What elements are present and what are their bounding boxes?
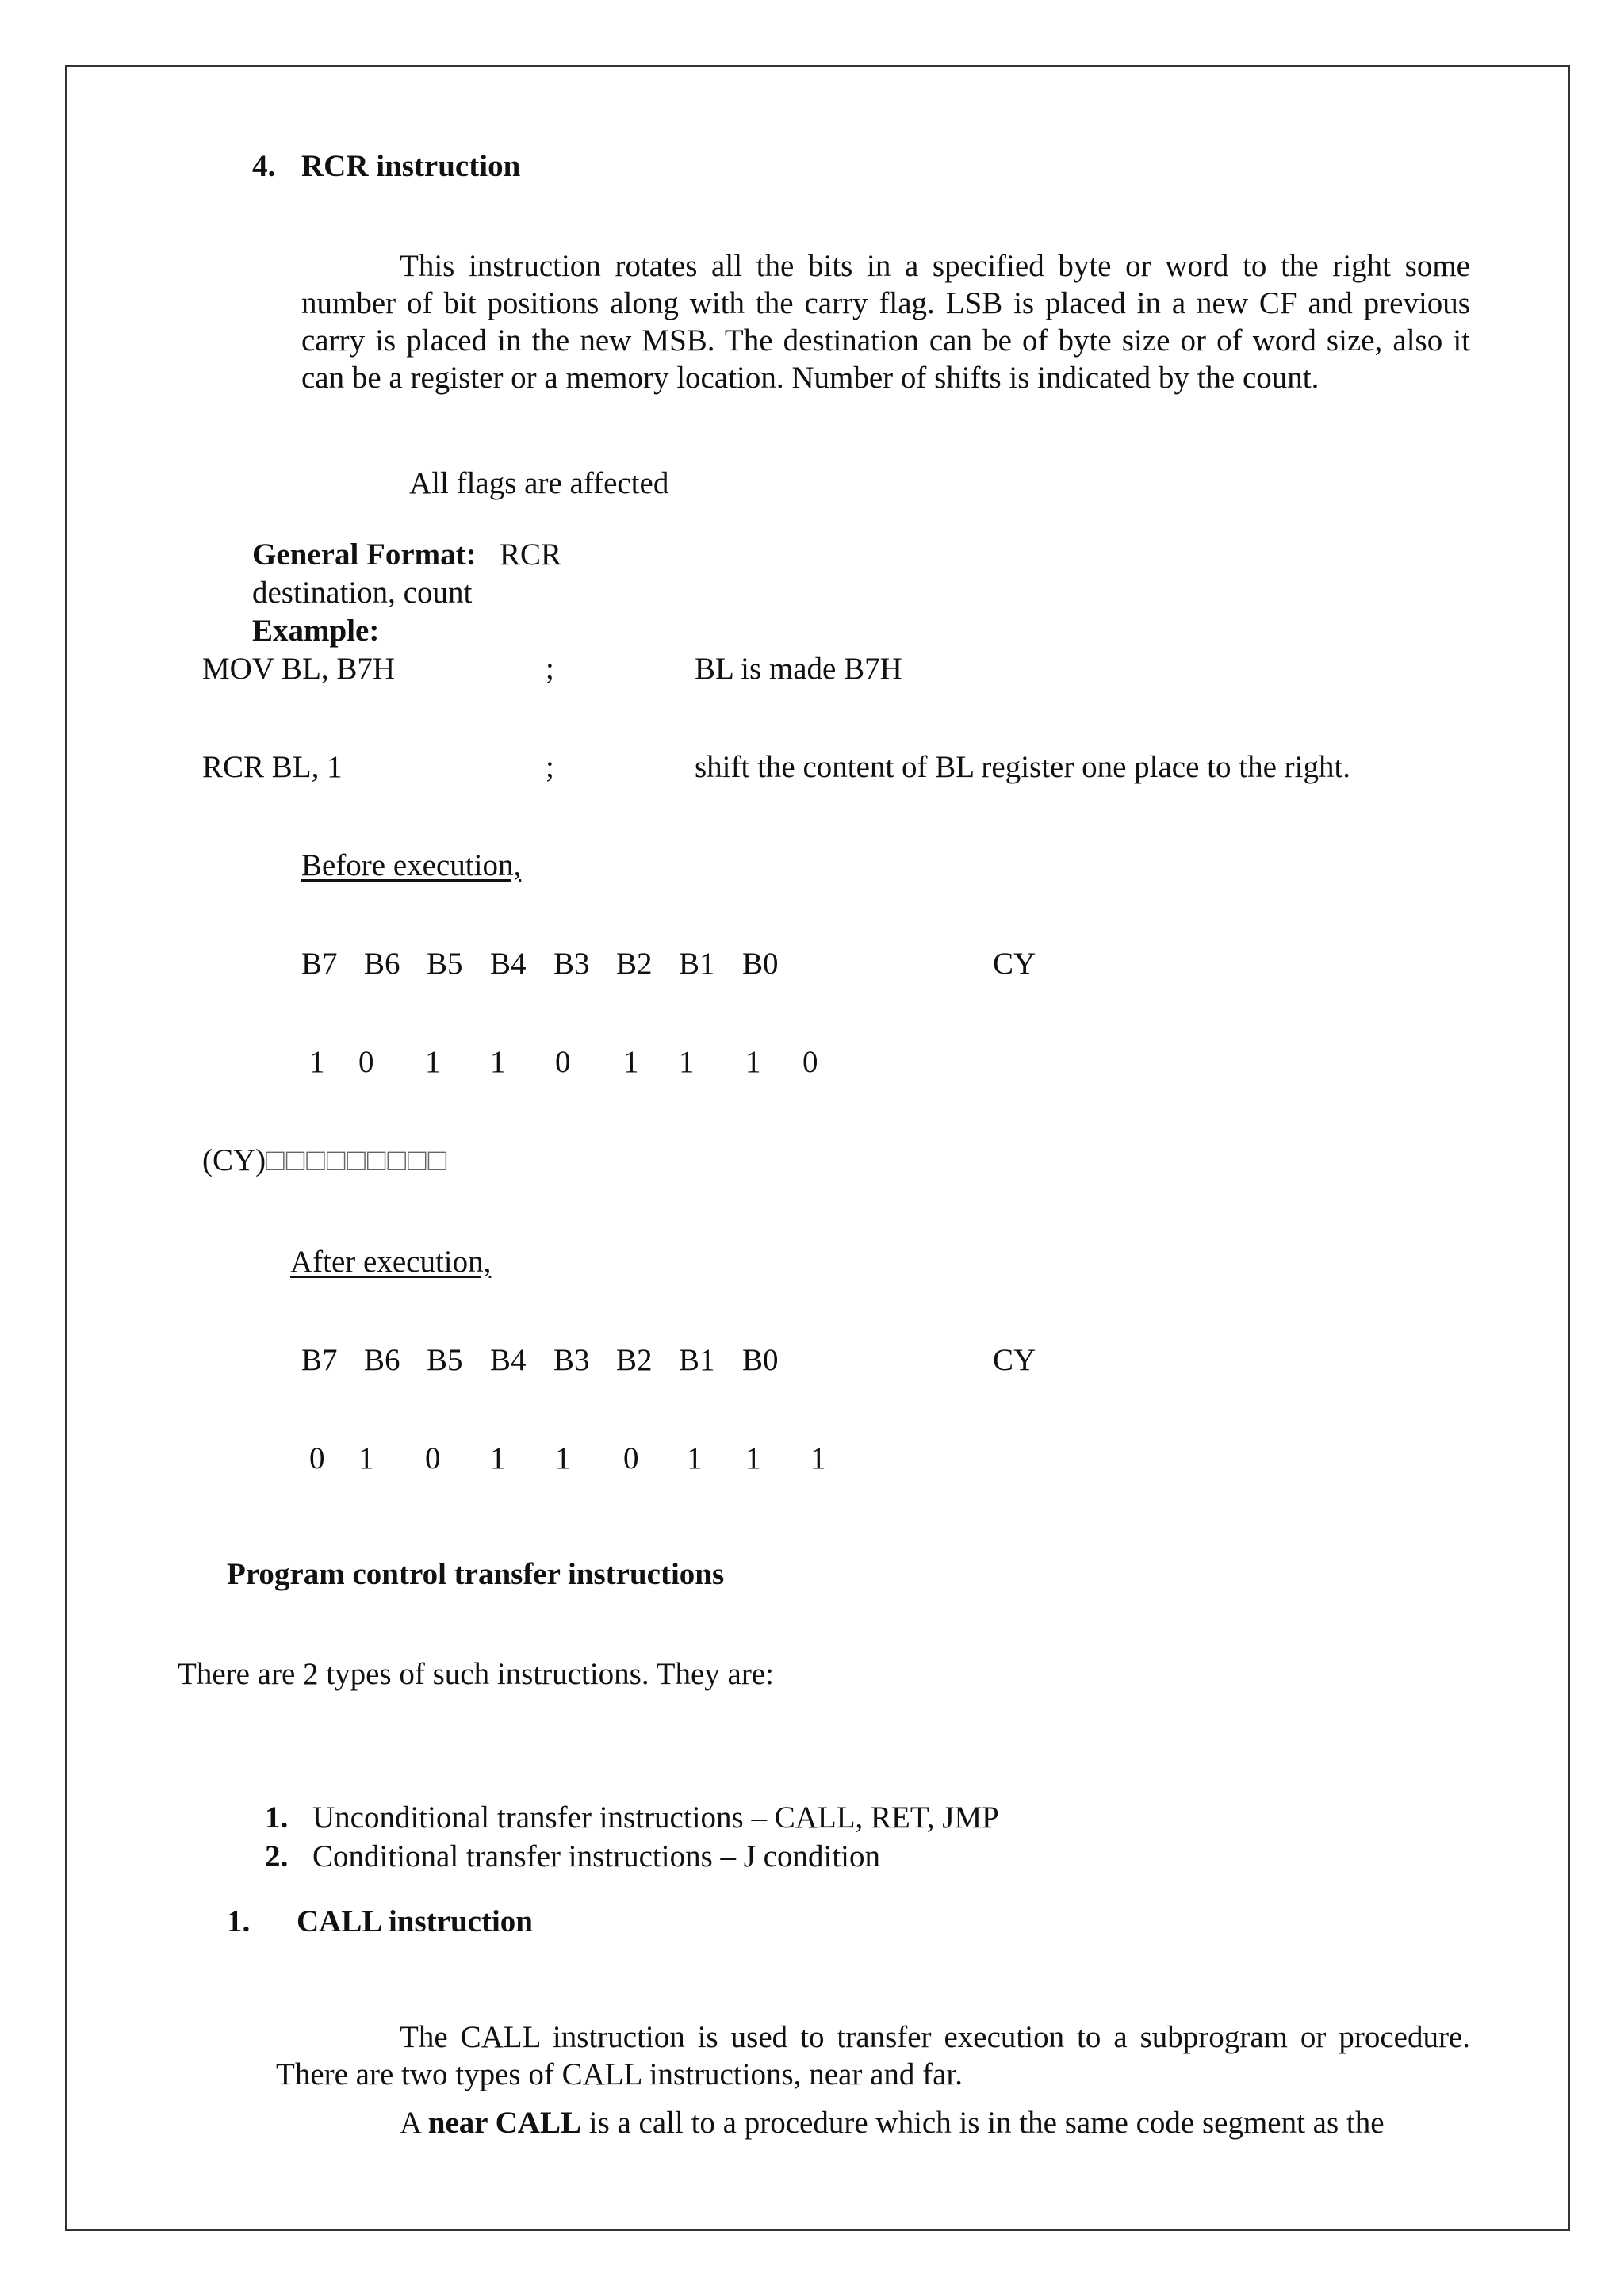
format-label: General Format: bbox=[252, 538, 477, 572]
cy-header: CY bbox=[993, 947, 1036, 981]
bit-header: B4 bbox=[490, 947, 527, 981]
cy-label: (CY) bbox=[202, 1143, 266, 1177]
bit-header: B2 bbox=[616, 1343, 653, 1377]
cy-header: CY bbox=[993, 1343, 1036, 1377]
bit-value: 0 bbox=[555, 1045, 571, 1079]
bit-value: 1 bbox=[425, 1045, 441, 1079]
bit-header: B6 bbox=[364, 1343, 400, 1377]
after-bit-values bbox=[0, 1440, 1624, 1478]
call-number: 1. bbox=[227, 1904, 251, 1938]
bit-value: 0 bbox=[358, 1045, 374, 1079]
bit-value: 1 bbox=[490, 1441, 506, 1475]
near-call-text: is a call to a procedure which is in the same code segment as the bbox=[588, 2106, 1385, 2140]
transfer-types-list bbox=[265, 1798, 1454, 1876]
bit-header: B0 bbox=[742, 1343, 779, 1377]
flags-note: All flags are affected bbox=[409, 466, 669, 500]
bit-header: B3 bbox=[553, 947, 590, 981]
bit-header: B7 bbox=[301, 1343, 338, 1377]
near-call-term: near CALL bbox=[427, 2106, 581, 2140]
call-title: CALL instruction bbox=[297, 1904, 533, 1938]
bit-header: B7 bbox=[301, 947, 338, 981]
bit-value: 0 bbox=[623, 1441, 639, 1475]
code-separator: ; bbox=[546, 652, 554, 686]
list-item-number: 2. bbox=[265, 1839, 289, 1873]
call-description bbox=[276, 2019, 1470, 2093]
bit-value: 0 bbox=[425, 1441, 441, 1475]
bit-header: B0 bbox=[742, 947, 779, 981]
bit-value: 1 bbox=[687, 1441, 703, 1475]
bit-value: 1 bbox=[309, 1045, 325, 1079]
bit-value: 0 bbox=[309, 1441, 325, 1475]
bit-header: B3 bbox=[553, 1343, 590, 1377]
section-number: 4. bbox=[252, 149, 276, 183]
near-call-paragraph bbox=[276, 2104, 1470, 2141]
list-item-number: 1. bbox=[265, 1800, 289, 1835]
list-item bbox=[265, 1837, 1454, 1876]
code-separator: ; bbox=[546, 750, 554, 784]
before-bit-headers bbox=[0, 945, 1624, 983]
bit-value: 1 bbox=[745, 1045, 761, 1079]
before-bit-values bbox=[0, 1043, 1624, 1081]
near-call-prefix: A bbox=[400, 2106, 421, 2140]
code-instruction: MOV BL, B7H bbox=[202, 652, 396, 686]
code-comment: BL is made B7H bbox=[695, 652, 902, 686]
after-label: After execution, bbox=[290, 1245, 492, 1279]
bit-value: 0 bbox=[802, 1045, 818, 1079]
call-description-text: The CALL instruction is used to transfer execution to a subprogram or procedure. There are two types of CALL instructions, near and far. bbox=[276, 2020, 1470, 2091]
rcr-description-text: This instruction rotates all the bits in a specified byte or word to the right some number of bit positions along with the carry flag. LSB is placed in a new CF and previous carry is placed in the new MSB. The destination can be of byte size or of word size, also it can be a register or a memory location. Number of shifts is indicated by the count. bbox=[301, 249, 1470, 395]
list-item-text: Conditional transfer instructions – J condition bbox=[312, 1839, 880, 1873]
cy-arrow-line bbox=[202, 1142, 448, 1180]
bit-header: B5 bbox=[427, 947, 463, 981]
bit-value: 1 bbox=[555, 1441, 571, 1475]
bit-header: B2 bbox=[616, 947, 653, 981]
format-value: RCR bbox=[500, 538, 562, 572]
bit-header: B4 bbox=[490, 1343, 527, 1377]
bit-value: 1 bbox=[490, 1045, 506, 1079]
before-label: Before execution, bbox=[301, 848, 522, 882]
section-title: RCR instruction bbox=[301, 149, 521, 183]
code-comment: shift the content of BL register one place to the right. bbox=[695, 750, 1351, 784]
bit-header: B6 bbox=[364, 947, 400, 981]
bit-header: B1 bbox=[679, 947, 715, 981]
list-item bbox=[265, 1798, 1454, 1837]
bit-value: 1 bbox=[358, 1441, 374, 1475]
bit-header: B5 bbox=[427, 1343, 463, 1377]
program-control-heading: Program control transfer instructions bbox=[227, 1557, 725, 1591]
bit-value: 1 bbox=[745, 1441, 761, 1475]
after-bit-headers bbox=[0, 1341, 1624, 1380]
bit-value: 1 bbox=[810, 1441, 826, 1475]
program-control-intro: There are 2 types of such instructions. They are: bbox=[178, 1657, 774, 1691]
rcr-description bbox=[301, 247, 1470, 396]
list-item-text: Unconditional transfer instructions – CALL, RET, JMP bbox=[312, 1800, 999, 1835]
bit-value: 1 bbox=[623, 1045, 639, 1079]
example-label: Example: bbox=[252, 614, 380, 648]
format-value-cont: destination, count bbox=[252, 576, 473, 610]
missing-glyph-boxes: □□□□□□□□□ bbox=[266, 1143, 449, 1177]
code-instruction: RCR BL, 1 bbox=[202, 750, 343, 784]
bit-header: B1 bbox=[679, 1343, 715, 1377]
bit-value: 1 bbox=[679, 1045, 695, 1079]
